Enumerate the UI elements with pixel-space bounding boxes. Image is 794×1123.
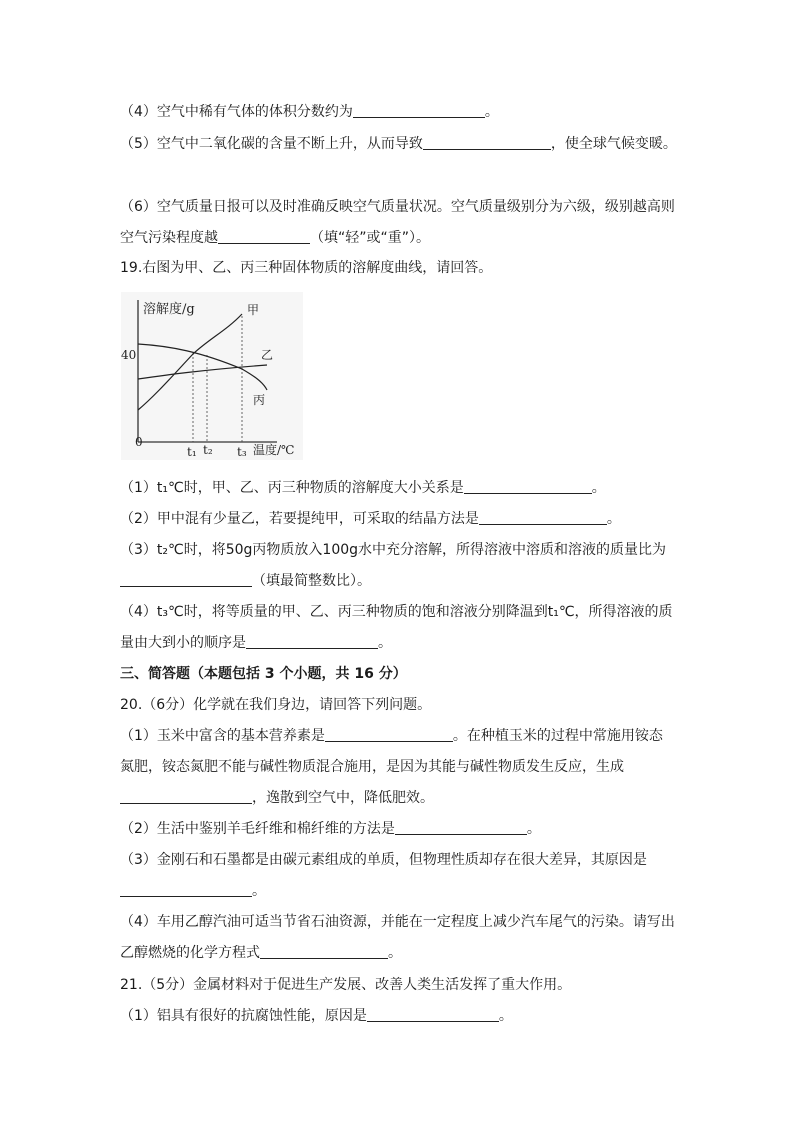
- answer-blank[interactable]: [353, 103, 485, 118]
- answer-blank[interactable]: [325, 727, 453, 742]
- x-axis-label: 温度/℃: [253, 443, 295, 457]
- q20-part2-end: 。: [526, 821, 541, 837]
- answer-blank[interactable]: [395, 820, 527, 835]
- q19-part1-end: 。: [591, 480, 606, 496]
- q20-part1-line2: 氮肥，铵态氮肥不能与碱性物质混合施用，是因为其能与碱性物质发生反应，生成: [120, 759, 624, 775]
- x-tick-label: t₃: [237, 445, 247, 459]
- answer-blank[interactable]: [423, 135, 551, 150]
- q18-part4-end: 。: [484, 104, 499, 120]
- q20-part3-line1: （3）金刚石和石墨都是由碳元素组成的单质，但物理性质却存在很大差异，其原因是: [120, 852, 647, 868]
- q19-part1: [120, 478, 606, 498]
- answer-blank[interactable]: [367, 1007, 499, 1022]
- legend-label-yi: 乙: [261, 348, 274, 362]
- q19-part4-line2: [120, 633, 392, 653]
- q20-part3-end: 。: [252, 883, 266, 899]
- q19-part3-line2: [120, 571, 371, 591]
- q20-part4-line1: （4）车用乙醇汽油可适当节省石油资源，并能在一定程度上减少汽车尾气的污染。请写出: [120, 914, 675, 930]
- q20-part1-line1: [120, 726, 663, 746]
- legend-label-jia: 甲: [247, 303, 260, 317]
- section-title: 三、简答题（本题包括 3 个小题，共 16 分）: [120, 666, 407, 682]
- q18-part6-end: （填“轻”或“重”）。: [310, 230, 431, 246]
- q20-part2-text: （2）生活中鉴别羊毛纤维和棉纤维的方法是: [120, 821, 395, 837]
- origin-label: 0: [135, 435, 143, 449]
- q18-part6-text: 空气污染程度越: [120, 230, 218, 246]
- y-axis-label: 溶解度/g: [143, 302, 195, 317]
- q19-part2-text: （2）甲中混有少量乙，若要提纯甲，可采取的结晶方法是: [120, 511, 479, 527]
- q19-part2-end: 。: [606, 511, 621, 527]
- q18-part4-text: （4）空气中稀有气体的体积分数约为: [120, 104, 353, 120]
- q19-part4-end: 。: [378, 635, 392, 651]
- q21-part1-end: 。: [498, 1008, 513, 1024]
- solubility-curve-chart: [121, 292, 303, 460]
- q19-part4-text: 量由大到小的顺序是: [120, 635, 246, 651]
- q18-part4: [120, 102, 499, 122]
- q20-part1-cont: 。在种植玉米的过程中常施用铵态: [452, 728, 663, 744]
- q19-part3-text: （填最简整数比）。: [252, 573, 371, 589]
- q21-part1: [120, 1006, 513, 1026]
- q21-part1-text: （1）铝具有很好的抗腐蚀性能，原因是: [120, 1008, 367, 1024]
- series-line-jia: [138, 314, 242, 410]
- q20-part1-end: ，逸散到空气中，降低肥效。: [252, 790, 434, 806]
- q21-stem: 21.（5分）金属材料对于促进生产发展、改善人类生活发挥了重大作用。: [120, 977, 572, 993]
- answer-blank[interactable]: [218, 229, 310, 244]
- q20-part3-line2: [120, 881, 266, 901]
- q19-part1-text: （1）t₁℃时，甲、乙、丙三种物质的溶解度大小关系是: [120, 480, 464, 496]
- q20-part4-end: 。: [388, 945, 402, 961]
- q19-part4-line1: （4）t₃℃时，将等质量的甲、乙、丙三种物质的饱和溶液分别降温到t₁℃，所得溶液的质: [120, 604, 673, 620]
- q20-part2: [120, 819, 541, 839]
- q20-part1-text: （1）玉米中富含的基本营养素是: [120, 728, 325, 744]
- legend-label-bing: 丙: [253, 393, 266, 407]
- x-tick-label: t₂: [203, 443, 213, 457]
- x-tick-label: t₁: [187, 445, 197, 459]
- y-tick-label: 40: [121, 348, 137, 362]
- q18-part6-line1: （6）空气质量日报可以及时准确反映空气质量状况。空气质量级别分为六级，级别越高则: [120, 199, 675, 215]
- answer-blank[interactable]: [120, 572, 252, 587]
- q19-part3-line1: （3）t₂℃时，将50g丙物质放入100g水中充分溶解，所得溶液中溶质和溶液的质量比为: [120, 542, 667, 558]
- answer-blank[interactable]: [464, 479, 592, 494]
- answer-blank[interactable]: [246, 634, 378, 649]
- q20-part1-line3: [120, 788, 434, 808]
- answer-blank[interactable]: [260, 944, 388, 959]
- q18-part5: [120, 134, 677, 154]
- q18-part5-end: ，使全球气候变暖。: [550, 136, 677, 152]
- answer-blank[interactable]: [120, 789, 252, 804]
- q19-part2: [120, 509, 621, 529]
- q20-part4-line2: [120, 943, 402, 963]
- q20-part4-text: 乙醇燃烧的化学方程式: [120, 945, 260, 961]
- q19-stem: 19.右图为甲、乙、丙三种固体物质的溶解度曲线，请回答。: [120, 260, 493, 276]
- q20-stem: 20.（6分）化学就在我们身边，请回答下列问题。: [120, 697, 432, 713]
- q18-part6-line2: [120, 228, 430, 248]
- answer-blank[interactable]: [120, 882, 252, 897]
- q18-part5-text: （5）空气中二氧化碳的含量不断上升，从而导致: [120, 136, 423, 152]
- answer-blank[interactable]: [479, 510, 607, 525]
